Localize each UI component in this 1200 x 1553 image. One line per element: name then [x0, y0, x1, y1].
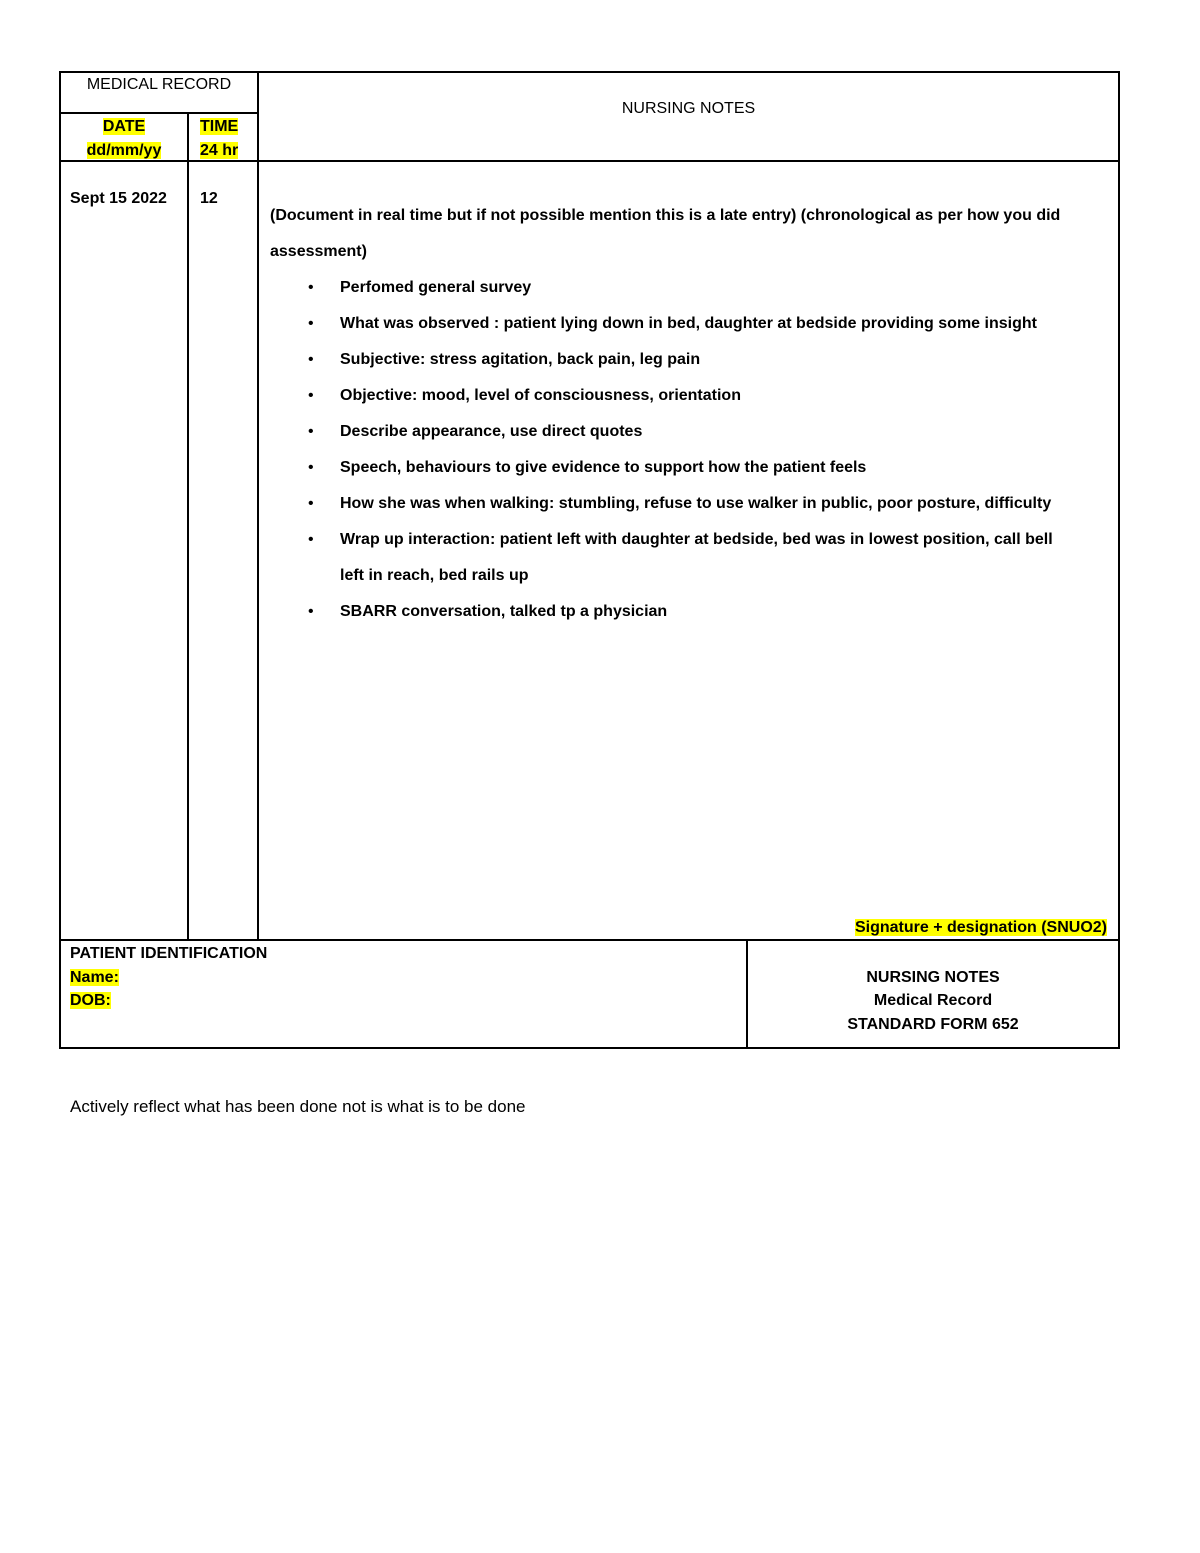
list-item [270, 522, 1110, 594]
divider-medical-record [59, 112, 259, 114]
time-format-text: 24 hr [200, 142, 239, 159]
patient-dob-label [70, 991, 111, 1011]
list-item-text: Describe appearance, use direct quotes [340, 423, 643, 440]
list-item [270, 486, 1110, 522]
bullet-icon: • [308, 459, 314, 476]
notes-intro-line-2: assessment) [270, 243, 367, 260]
medical-record-heading: MEDICAL RECORD [86, 76, 232, 93]
list-item-text: Wrap up interaction: patient left with daughter at bedside, bed was in lowest position, call bell [340, 531, 1053, 548]
time-label-text: TIME [200, 118, 239, 135]
date-format-text: dd/mm/yy [86, 142, 162, 159]
list-item [270, 378, 1110, 414]
signature-text: Signature + designation (SNUO2) [854, 919, 1107, 936]
list-item-text: Speech, behaviours to give evidence to support how the patient feels [340, 459, 867, 476]
notes-list [270, 270, 1110, 630]
nursing-notes-heading: NURSING NOTES [621, 100, 756, 117]
list-item-text: Objective: mood, level of consciousness, orientation [340, 387, 741, 404]
form-number: STANDARD FORM 652 [847, 1016, 1019, 1033]
list-item-continuation: left in reach, bed rails up [340, 567, 529, 584]
bullet-icon: • [308, 387, 314, 404]
list-item [270, 342, 1110, 378]
divider-date-time [187, 113, 189, 941]
list-item [270, 594, 1110, 630]
list-item-text: Subjective: stress agitation, back pain, leg pain [340, 351, 701, 368]
date-format [61, 141, 187, 161]
patient-name-label-text: Name: [70, 969, 119, 986]
list-item-text: SBARR conversation, talked tp a physician [340, 603, 668, 620]
date-label-text: DATE [102, 118, 146, 135]
date-label [61, 117, 187, 137]
form-title: NURSING NOTES [866, 969, 1000, 986]
list-item [270, 450, 1110, 486]
bullet-icon: • [308, 423, 314, 440]
entry-time: 12 [200, 190, 218, 207]
bullet-icon: • [308, 279, 314, 296]
entry-date: Sept 15 2022 [70, 190, 167, 207]
bullet-icon: • [308, 315, 314, 332]
list-item-text: How she was when walking: stumbling, refuse to use walker in public, poor posture, difficulty [340, 495, 1052, 512]
patient-dob-label-text: DOB: [70, 992, 111, 1009]
signature-line [855, 918, 1107, 938]
patient-id-heading: PATIENT IDENTIFICATION [70, 945, 268, 962]
bullet-icon: • [308, 531, 314, 548]
patient-name-label [70, 968, 119, 988]
list-item [270, 270, 1110, 306]
bullet-icon: • [308, 351, 314, 368]
bullet-icon: • [308, 495, 314, 512]
form-subtitle: Medical Record [873, 992, 993, 1009]
divider-patient-section [59, 939, 1120, 941]
divider-time-notes [257, 71, 259, 941]
time-label [200, 117, 238, 137]
bullet-icon: • [308, 603, 314, 620]
list-item-text: Perfomed general survey [340, 279, 532, 296]
list-item-text: What was observed : patient lying down in bed, daughter at bedside providing some insight [340, 315, 1037, 332]
notes-intro-line-1: (Document in real time but if not possible mention this is a late entry) (chronological as per how you did [270, 207, 1061, 224]
time-format [200, 141, 238, 161]
list-item [270, 414, 1110, 450]
notes-body [270, 198, 1110, 630]
reflection-note: Actively reflect what has been done not is what is to be done [70, 1097, 526, 1116]
list-item [270, 306, 1110, 342]
